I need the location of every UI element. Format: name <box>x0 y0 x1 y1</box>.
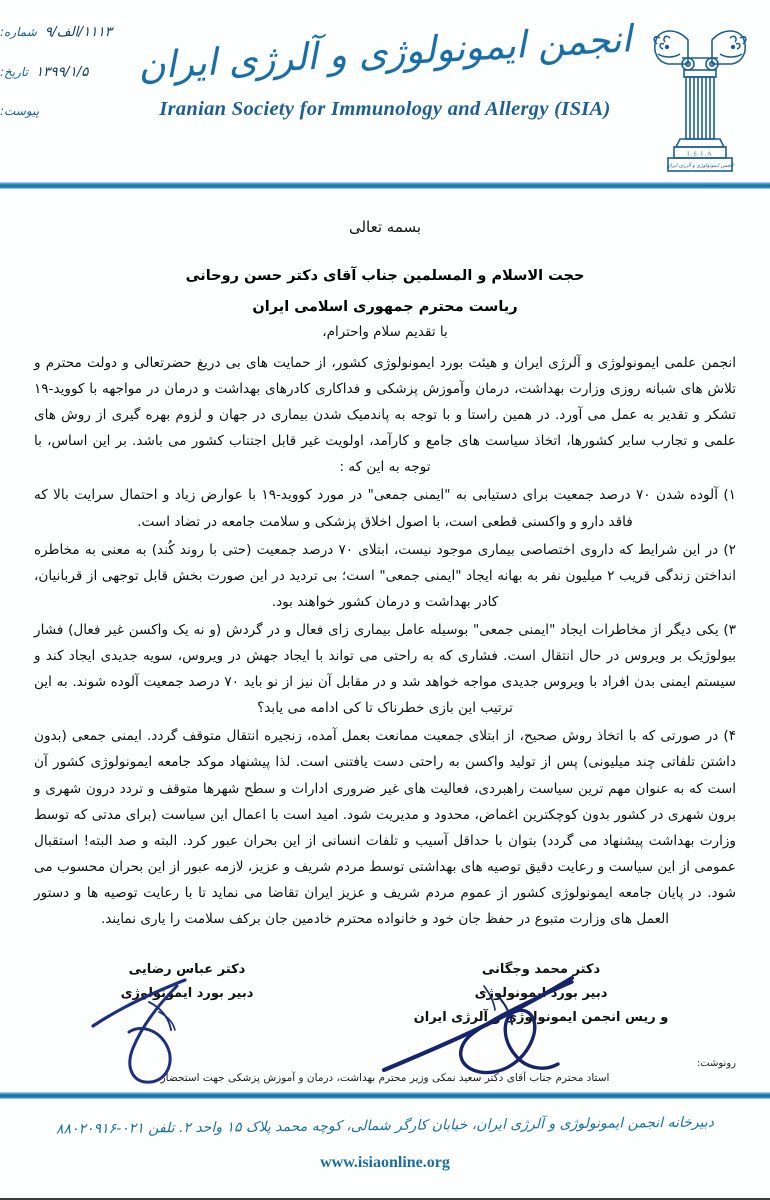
carbon-copy-text: استاد محترم جناب آقای دکتر سعید نمکی وزیر محترم بهداشت، درمان و آموزش پزشکی جهت استحضار <box>160 1072 610 1084</box>
basmala: بسمه تعالی <box>348 218 422 236</box>
numbered-item-1: ۱) آلوده شدن ۷۰ درصد جمعیت برای دستیابی به "ایمنی جمعی" در مورد کووید-۱۹ با عوارض زیاد و احتمال سرایت بالا که فاقد دارو و واکسنی قطعی است، با اصول اخلاق پزشکی و سلامت جامعه در تضاد است. <box>34 487 736 530</box>
numbered-item-2: ۲) در این شرایط که داروی اختصاصی بیماری موجود نیست، ابتلای ۷۰ درصد جمعیت (حتی با روند کُند) به معنی به مخاطره انداختن زندگی قریب ۲ میلیون نفر به بهانه ایجاد "ایمنی جمعی" است؛ بی تردید در این صورت بخش قابل توجهی از قربانیان، کادر بهداشت و درمان کشور خواهند بود. <box>34 541 736 610</box>
numbered-item-4: ۴) در صورتی که با اتخاذ روش صحیح، از ابتلای جمعیت ممانعت بعمل آمده، زنجیره انتقال متوقف گردد. ایمنی جمعی (بدون داشتن تلفاتی چند میلیونی) پس از تولید واکسن به راحتی دست یافتنی است. لذا پیشنهاد موکد جامعه ایمونولوژی کشور آن است که به عنوان مهم ترین سیاست راهبردی، فعالیت های غیر ضروری ادارات و سطح شهرها متوقف و تردد درون شهری و برون شهری در کشور بدون کوچکترین اغماض، محدود و مدیریت شود. امید است با اعمال این سیاست (برای مدتی که توسط وزارت بهداشت پیشنهاد می گردد) بتوان با حداقل آسیب و تلفات انسانی از این بحران عبور کرد. البته و صد البته! استقبال عمومی از این سیاست و رعایت دقیق توصیه های بهداشتی توسط مردم شریف و عزیز، لازمه عبور از این بحران محسوب می شود. در پایان جامعه ایمونولوژی کشور از عموم مردم شریف و عزیز ایران تقاضا می نماید تا با رعایت توصیه ها و دستور العمل های وزارت متبوع در حفظ جان خود و خانواده محترم خادمین جان برکف سلامت را یاری نمایند. <box>34 728 736 927</box>
footer-divider-rule <box>0 1092 770 1099</box>
organization-title-en: Iranian Society for Immunology and Allergy (ISIA) <box>159 98 611 121</box>
logo-acronym-text: I.S.I.A <box>687 150 713 158</box>
greeting-line: با تقدیم سلام واحترام، <box>322 324 448 340</box>
footer-website-url[interactable]: www.isiaonline.org <box>320 1154 450 1171</box>
intro-paragraph: انجمن علمی ایمونولوژی و آلرژی ایران و هیئت بورد ایمونولوژی کشور، از حمایت های بی دریغ حضرتعالی و دولت محترم و تلاش های شبانه روزی وزارت بهداشت، درمان وآموزش پزشکی و فداکاری کادرهای بهداشت و درمان در مواجهه با کووید-۱۹ تشکر و تقدیر به عمل می آورد. در همین راستا و با توجه به پاندمیک شدن بیماری در جهان و لزوم بهره گیری از روش های علمی و تجارب سایر کشورها، اتخاذ سیاست های جامع و کارآمد، اولویت غیر قابل اجتناب کشور می باشد. بر این اساس، با توجه به این که : <box>34 355 736 476</box>
signature-left-name: دکتر عباس رضایی <box>128 962 246 978</box>
signature-right-name: دکتر محمد وجگانی <box>481 962 601 978</box>
signature-right-title-1: دبیر بورد ایمونولوژی <box>474 986 608 1002</box>
signature-right-title-2: و ریس انجمن ایمونولوژی و آلرژی ایران <box>413 1010 669 1026</box>
signature-block <box>34 958 736 1108</box>
footer-address: دبیرخانه انجمن ایمونولوژی و آلرژی ایران، خیابان کارگر شمالی، کوچه محمد پلاک ۱۵ واحد ۲. تلفن ۰۲۱-۸۸۰۲۰۹۱۶ <box>55 1114 715 1138</box>
addressee-line-1: حجت الاسلام و المسلمین جناب آقای دکتر حسن روحانی <box>185 268 585 284</box>
letterhead <box>0 0 770 182</box>
header-divider-rule <box>0 182 770 189</box>
signature-left-title-1: دبیر بورد ایمونولوژی <box>120 986 254 1002</box>
signature-left <box>62 958 312 1006</box>
addressee-line-2: ریاست محترم جمهوری اسلامی ایران <box>252 299 518 315</box>
letter-date-label: تاریخ: <box>0 65 28 79</box>
numbered-item-3: ۳) یکی دیگر از مخاطرات ایجاد "ایمنی جمعی" بوسیله عامل بیماری زای فعال و در گردش (و نه یک واکسن غیر فعال) فشار بیولوژیک بر ویروس در حال انتقال است. فشاری که به راحتی می تواند با ایجاد جهش در ویروس، سویه جدیدی ایجاد کند و سیستم ایمنی بدن افراد با ویروس جدیدی مواجه خواهد شد و در مقابل آن نیز از نو باید ۷۰ درصد جمعیت آلوده شوند. به این ترتیب این بازی خطرناک تا کی ادامه می یابد؟ <box>34 621 736 717</box>
carbon-copy-label: رونوشت: <box>696 1058 736 1069</box>
letter-date-value: ۱۳۹۹/۱/۵ <box>35 64 89 80</box>
letter-footer <box>0 1092 770 1198</box>
reference-number-label: شماره: <box>0 25 37 39</box>
carbon-copy-block <box>34 1058 736 1084</box>
signature-right <box>376 958 706 1030</box>
organization-title-fa: انجمن ایمونولوژی و آلرژی ایران <box>137 17 633 88</box>
isia-column-logo <box>648 14 752 174</box>
logo-caption-fa-text: انجمن ایمونولوژی و آلرژی ایران <box>666 163 734 169</box>
attachment-label: پیوست: <box>0 104 40 118</box>
letter-body <box>0 196 770 1092</box>
reference-number-value: ۱۱۱۳/الف/۹ <box>44 24 112 40</box>
